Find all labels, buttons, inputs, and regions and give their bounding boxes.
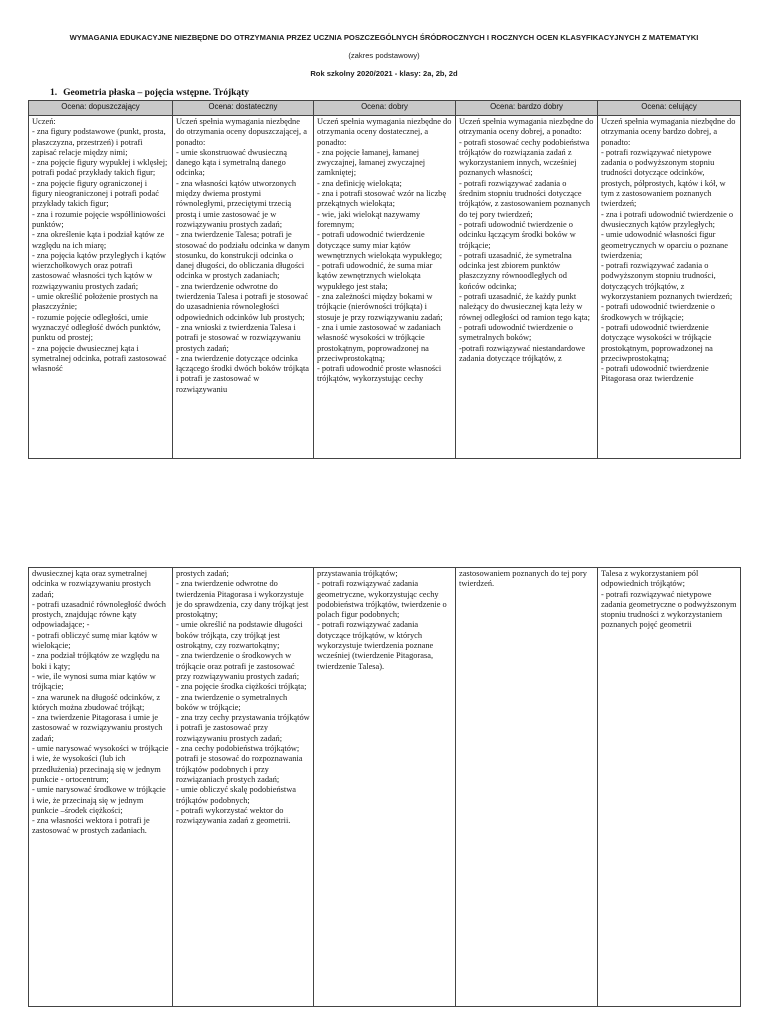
cell-dopuszczajacy [29, 116, 173, 459]
requirements-table-page2 [28, 567, 741, 1007]
cell-text: Uczeń: - zna figury podstawowe (punkt, prosta, płaszczyzna, przestrzeń) i potrafi zapisać relacje między nimi; - zna pojęcie figury wypukłej i wklęsłej; potrafi podać przykłady takich figur; - zna pojęcie figury ograniczonej i figury nieograniczonej i potrafi podać przykłady takich figur; - zna i rozumie pojęcie współliniowości punktów; - zna określenie kąta i podział kątów ze względu na ich miarę; - zna pojęcia kątów przyległych i kątów wierzchołkowych oraz potrafi zastosować własności tych kątów w rozwiązywaniu prostych zadań; - umie określić położenie prostych na płaszczyźnie; - rozumie pojęcie odległości, umie wyznaczyć odległość dwóch punktów, punktu od prostej; - zna pojęcie dwusiecznej kąta i symetralnej odcinka, potrafi zastosować własność [32, 117, 168, 374]
cell-dostateczny [173, 116, 314, 459]
cell-text: Uczeń spełnia wymagania niezbędne do otrzymania oceny dopuszczającej, a ponadto: - umie skonstruować dwusieczną danego kąta i symetralną danego odcinka; - zna własności kątów utworzonych między dwiema prostymi równoległymi, przeciętymi trzecią prostą i umie zastosować je w rozwiązywaniu prostych zadań; - zna twierdzenie Talesa; potrafi je stosować do podziału odcinka w danym stosunku, do konstrukcji odcinka o danej długości, do obliczania długości odcinka w prostych zadaniach; - zna twierdzenie odwrotne do twierdzenia Talesa i potrafi je stosować do uzasadnienia równoległości odpowiednich odcinków lub prostych; - zna wnioski z twierdzenia Talesa i potrafi je stosować w rozwiązywaniu prostych zadań; - zna twierdzenie dotyczące odcinka łączącego środki dwóch boków trójkąta i potrafi je zastosować w rozwiązywaniu [176, 117, 310, 394]
cell-celujacy [598, 568, 741, 1007]
cell-text: Uczeń spełnia wymagania niezbędne do otrzymania oceny dobrej, a ponadto: - potrafi stosować cechy podobieństwa trójkątów do rozwiązania zadań z wykorzystaniem innych, wcześniej poznanych własności; - potrafi rozwiązywać zadania o średnim stopniu trudności dotyczące trójkątów, z zastosowaniem poznanych do tej pory twierdzeń; - potrafi udowodnić twierdzenie o odcinku łączącym środki boków w trójkącie; - potrafi uzasadnić, że symetralna odcinka jest zbiorem punktów płaszczyzny równoodległych od końców odcinka; - potrafi uzasadnić, że każdy punkt należący do dwusiecznej kąta leży w równej odległości od ramion tego kąta; - potrafi udowodnić twierdzenie o symetralnych boków; -potrafi rozwiązywać niestandardowe zadania dotyczące trójkątów, z [459, 117, 594, 363]
cell-bardzo-dobry [456, 568, 598, 1007]
table-header-row [29, 101, 741, 116]
section-title: Geometria płaska – pojęcia wstępne. Trójkąty [63, 88, 250, 98]
cell-dobry [314, 568, 456, 1007]
cell-celujacy [598, 116, 741, 459]
cell-text: Uczeń spełnia wymagania niezbędne do otrzymania oceny dostatecznej, a ponadto: - zna pojęcie łamanej, łamanej zwyczajnej, łamanej zwyczajnej zamkniętej; - zna definicję wielokąta; - zna i potrafi stosować wzór na liczbę przekątnych wielokąta; - wie, jaki wielokąt nazywamy foremnym; - potrafi udowodnić twierdzenie dotyczące sumy miar kątów wewnętrznych wielokąta wypukłego; - potrafi udowodnić, że suma miar kątów zewnętrznych wielokąta wypukłego jest stała; - zna zależności między bokami w trójkącie (nierówności trójkąta) i stosuje je przy rozwiązywaniu zadań; - zna i umie zastosować w zadaniach własność wysokości w trójkącie prostokątnym, poprowadzonej na przeciwprostokątną; - potrafi udowodnić proste własności trójkątów, wykorzystując cechy [317, 117, 452, 384]
requirements-table-page1 [28, 100, 741, 459]
cell-text: dwusiecznej kąta oraz symetralnej odcinka w rozwiązywaniu prostych zadań; - potrafi uzasadnić równoległość dwóch prostych, znajdując równe kąty odpowiadające; - - potrafi obliczyć sumę miar kątów w wielokącie; - zna podział trójkątów ze względu na boki i kąty; - wie, ile wynosi suma miar kątów w trójkącie; - zna warunek na długość odcinków, z których można zbudować trójkąt; - zna twierdzenie Pitagorasa i umie je zastosować w rozwiązywaniu prostych zadań; - umie narysować wysokości w trójkącie i wie, że wysokości (lub ich przedłużenia) przecinają się w jednym punkcie - ortocentrum; - umie narysować środkowe w trójkącie i wie, że przecinają się w jednym punkcie –środek ciężkości; - zna własności wektora i potrafi je zastosować w prostych zadaniach. [32, 569, 169, 836]
document-title: WYMAGANIA EDUKACYJNE NIEZBĘDNE DO OTRZYMANIA PRZEZ UCZNIA POSZCZEGÓLNYCH ŚRÓDROCZNYCH I ROCZNYCH OCEN KLASYFIKACYJNYCH Z MATEMATYKI [69, 33, 699, 42]
cell-text: Talesa z wykorzystaniem pól odpowiednich trójkątów; - potrafi rozwiązywać nietypowe zadania geometryczne o podwyższonym stopniu trudności z wykorzystaniem poznanych pojęć geometrii [601, 569, 737, 630]
column-header-celujacy: Ocena: celujący [598, 101, 741, 116]
column-header-dopuszczajacy: Ocena: dopuszczający [29, 101, 173, 116]
document-scope: (zakres podstawowy) [348, 51, 420, 60]
school-year: Rok szkolny 2020/2021 - klasy: 2a, 2b, 2d [310, 69, 458, 78]
column-header-dobry: Ocena: dobry [314, 101, 456, 116]
cell-dobry [314, 116, 456, 459]
cell-dopuszczajacy [29, 568, 173, 1007]
column-header-dostateczny: Ocena: dostateczny [173, 101, 314, 116]
cell-text: zastosowaniem poznanych do tej pory twierdzeń. [459, 569, 587, 589]
cell-text: przystawania trójkątów; - potrafi rozwiązywać zadania geometryczne, wykorzystując cechy podobieństwa trójkątów, twierdzenie o polach figur podobnych; - potrafi rozwiązywać zadania dotyczące trójkątów, w których wykorzystuje twierdzenia poznane wcześniej (twierdzenie Pitagorasa, twierdzenie Talesa). [317, 569, 447, 671]
column-header-bardzo-dobry: Ocena: bardzo dobry [456, 101, 598, 116]
cell-text: prostych zadań; - zna twierdzenie odwrotne do twierdzenia Pitagorasa i wykorzystuje je do sprawdzenia, czy dany trójkąt jest prostokątny; - umie określić na podstawie długości boków trójkąta, czy trójkąt jest ostrokątny, czy rozwartokątny; - zna twierdzenie o środkowych w trójkącie oraz potrafi je zastosować przy rozwiązywaniu prostych zadań; - zna pojęcie środka ciężkości trójkąta; - zna twierdzenie o symetralnych boków w trójkącie; - zna trzy cechy przystawania trójkątów i potrafi je zastosować przy rozwiązywaniu prostych zadań; - zna cechy podobieństwa trójkątów; potrafi je stosować do rozpoznawania trójkątów podobnych i przy rozwiązaniach prostych zadań; - umie obliczyć skalę podobieństwa trójkątów podobnych; - potrafi wykorzystać wektor do rozwiązywania zadań z geometrii. [176, 569, 310, 826]
cell-text: Uczeń spełnia wymagania niezbędne do otrzymania oceny bardzo dobrej, a ponadto: - potrafi rozwiązywać nietypowe zadania o podwyższonym stopniu trudności dotyczące odcinków, prostych, półprostych, kątów i kół, w tym z zastosowaniem poznanych twierdzeń; - zna i potrafi udowodnić twierdzenie o dwusiecznych kątów przyległych; - umie udowodnić własności figur geometrycznych w oparciu o poznane twierdzenia; - potrafi rozwiązywać zadania o podwyższonym stopniu trudności, dotyczących trójkątów, z wykorzystaniem poznanych twierdzeń; - potrafi udowodnić twierdzenie o środkowych w trójkącie; - potrafi udowodnić twierdzenie dotyczące wysokości w trójkącie prostokątnym, poprowadzonej na przeciwprostokątną; - potrafi udowodnić twierdzenie Pitagorasa oraz twierdzenie [601, 117, 736, 384]
section-number: 1. [50, 88, 58, 98]
section-heading [50, 88, 255, 98]
table-row [29, 116, 741, 459]
cell-bardzo-dobry [456, 116, 598, 459]
table-row [29, 568, 741, 1007]
cell-dostateczny [173, 568, 314, 1007]
